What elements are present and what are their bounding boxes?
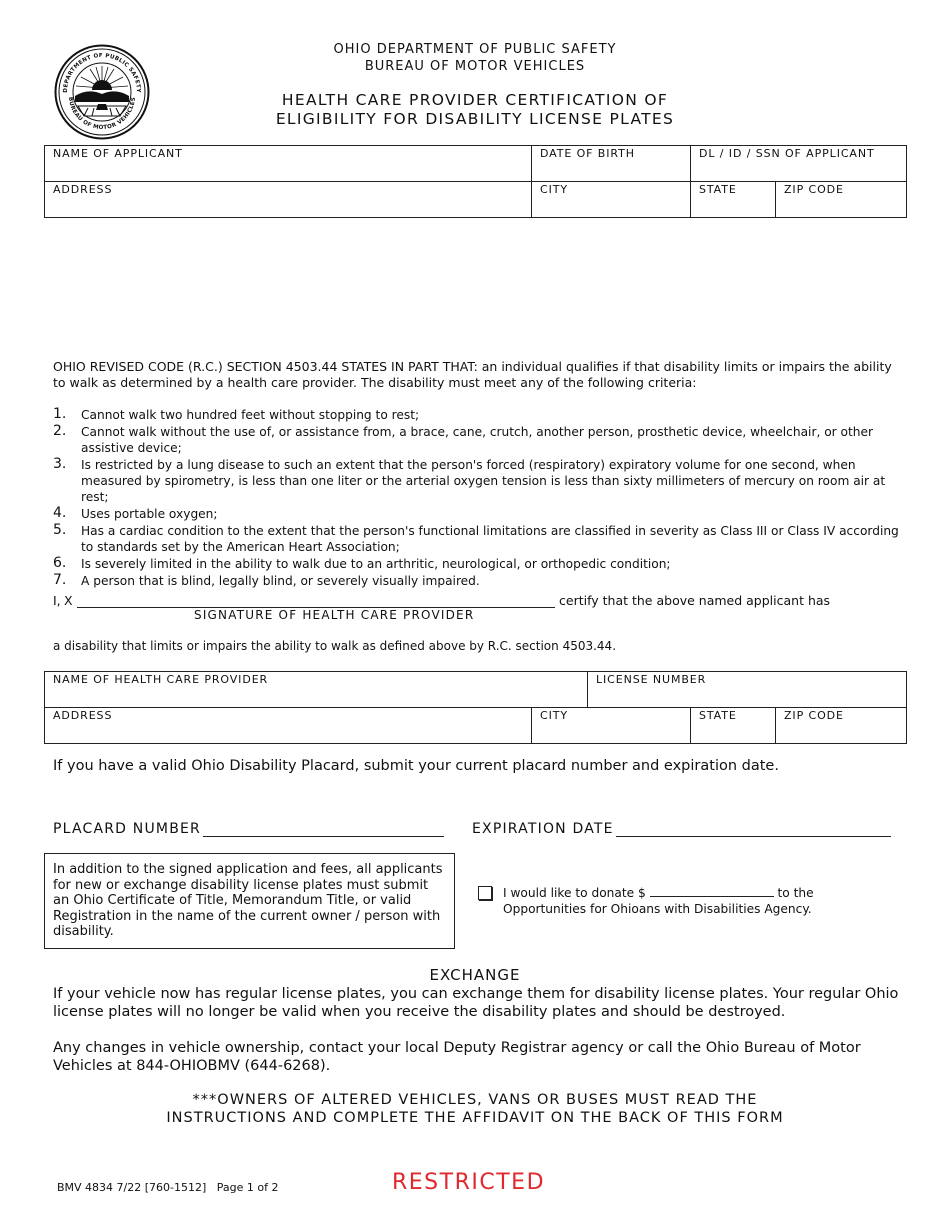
form-id-footer: BMV 4834 7/22 [760-1512] Page 1 of 2: [57, 1181, 279, 1194]
criteria-item: 6. Is severely limited in the ability to walk due to an arthritic, neurological, or orthopedic condition;: [53, 555, 671, 571]
applicant-dob-field[interactable]: DATE OF BIRTH: [532, 146, 691, 182]
provider-license-field[interactable]: LICENSE NUMBER: [588, 672, 907, 708]
form-title: [180, 91, 770, 129]
provider-name-field[interactable]: NAME OF HEALTH CARE PROVIDER: [45, 672, 588, 708]
criteria-item: 4. Uses portable oxygen;: [53, 505, 218, 521]
svg-text:BUREAU OF MOTOR VEHICLES: BUREAU OF MOTOR VEHICLES: [66, 96, 138, 132]
form-title-line1: HEALTH CARE PROVIDER CERTIFICATION OF: [281, 91, 669, 109]
exchange-heading: EXCHANGE: [429, 966, 521, 984]
ownership-change-paragraph: Any changes in vehicle ownership, contact your local Deputy Registrar agency or call the Ohio Bureau of Motor Vehicles at 844-OHIOBMV (644-6268).: [53, 1040, 861, 1074]
applicant-id-field[interactable]: DL / ID / SSN OF APPLICANT: [691, 146, 907, 182]
agency-name: OHIO DEPARTMENT OF PUBLIC SAFETY: [333, 42, 617, 57]
signature-x-mark: X: [64, 593, 73, 608]
applicant-state-field[interactable]: STATE: [691, 182, 776, 218]
altered-vehicle-notice: [0, 1091, 950, 1127]
criteria-list: [53, 407, 903, 590]
certification-tail: a disability that limits or impairs the ability to walk as defined above by R.C. section 4503.44.: [53, 639, 617, 653]
donation-text-after: to the: [777, 886, 814, 900]
expiration-date-input[interactable]: [616, 836, 891, 837]
provider-city-field[interactable]: CITY: [532, 708, 691, 744]
applicant-name-field[interactable]: NAME OF APPLICANT: [45, 146, 532, 182]
donate-checkbox[interactable]: [478, 886, 492, 900]
form-title-line2: ELIGIBILITY FOR DISABILITY LICENSE PLATES: [275, 110, 675, 128]
provider-info-table: [44, 671, 907, 744]
certification-suffix: certify that the above named applicant has: [559, 593, 831, 608]
altered-vehicle-notice-line2: INSTRUCTIONS AND COMPLETE THE AFFIDAVIT ON THE BACK OF THIS FORM: [166, 1110, 784, 1126]
statute-lead: OHIO REVISED CODE (R.C.) SECTION 4503.44 STATES IN PART THAT: an individual qualifies if that disability limits or impairs the ability to walk as determined by a health care provider. The disability must meet any of the following criteria:: [53, 359, 892, 390]
exchange-paragraph: If your vehicle now has regular license plates, you can exchange them for disability license plates. Your regular Ohio license plates will no longer be valid when you receive the disability plates and should be destroyed.: [53, 986, 899, 1020]
donation-agency: Opportunities for Ohioans with Disabilities Agency.: [503, 901, 812, 916]
bureau-name: BUREAU OF MOTOR VEHICLES: [364, 59, 586, 74]
placard-note: If you have a valid Ohio Disability Placard, submit your current placard number and expiration date.: [53, 758, 779, 774]
signature-label: SIGNATURE OF HEALTH CARE PROVIDER: [194, 608, 475, 622]
criteria-item: 1. Cannot walk two hundred feet without stopping to rest;: [53, 406, 420, 422]
applicant-address-field[interactable]: ADDRESS: [45, 182, 532, 218]
donation-amount-input[interactable]: [650, 886, 774, 897]
applicant-city-field[interactable]: CITY: [532, 182, 691, 218]
donation-text-before: I would like to donate $: [503, 886, 646, 900]
placard-number-label: PLACARD NUMBER: [53, 821, 201, 837]
altered-vehicle-notice-line1: ***OWNERS OF ALTERED VEHICLES, VANS OR BUSES MUST READ THE: [192, 1092, 758, 1108]
svg-text:DEPARTMENT OF PUBLIC SAFETY: DEPARTMENT OF PUBLIC SAFETY: [62, 52, 142, 93]
applicant-info-table: [44, 145, 907, 218]
expiration-date-label: EXPIRATION DATE: [472, 821, 614, 837]
certification-prefix: I,: [53, 593, 61, 608]
ohio-bmv-seal: [54, 44, 150, 140]
title-requirement-notice: In addition to the signed application and fees, all applicants for new or exchange disability license plates must submit an Ohio Certificate of Title, Memorandum Title, or valid Registration in the name of the current owner / person with disability.: [44, 853, 455, 949]
provider-address-field[interactable]: ADDRESS: [45, 708, 532, 744]
criteria-item: 3. Is restricted by a lung disease to such an extent that the person's forced (respiratory) expiratory volume for one second, when measured by spirometry, is less than one liter or the arterial oxygen tension is less than sixty millimeters of mercury on room air at rest;: [53, 456, 886, 504]
provider-state-field[interactable]: STATE: [691, 708, 776, 744]
criteria-item: 7. A person that is blind, legally blind, or severely visually impaired.: [53, 572, 480, 588]
criteria-item: 5. Has a cardiac condition to the extent that the person's functional limitations are classified in severity as Class III or Class IV according to standards set by the American Heart Association;: [53, 522, 899, 554]
donation-text: [503, 886, 833, 917]
criteria-item: 2. Cannot walk without the use of, or assistance from, a brace, cane, crutch, another person, prosthetic device, wheelchair, or other assistive device;: [53, 423, 874, 455]
placard-number-input[interactable]: [203, 836, 444, 837]
restricted-stamp: RESTRICTED: [392, 1170, 546, 1195]
agency-header: [240, 41, 710, 75]
provider-zip-field[interactable]: ZIP CODE: [776, 708, 907, 744]
applicant-zip-field[interactable]: ZIP CODE: [776, 182, 907, 218]
